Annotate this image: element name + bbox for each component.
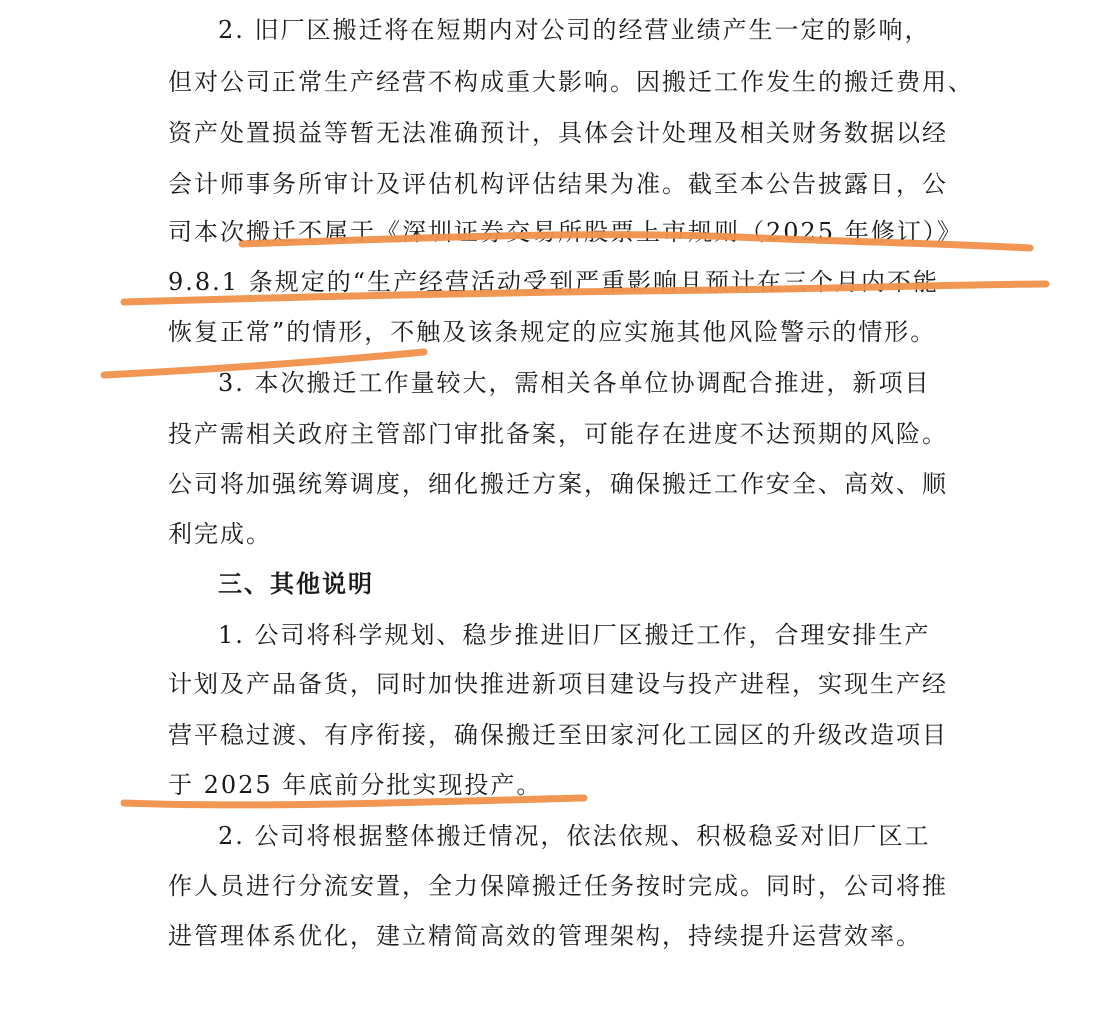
paragraph-2-line-4: 会计师事务所审计及评估机构评估结果为准。截至本公告披露日，公	[168, 170, 948, 198]
paragraph-2-line-2: 但对公司正常生产经营不构成重大影响。因搬迁工作发生的搬迁费用、	[168, 68, 974, 96]
item-1-line-2: 计划及产品备货，同时加快推进新项目建设与投产进程，实现生产经	[168, 670, 948, 698]
paragraph-2-line-3: 资产处置损益等暂无法准确预计，具体会计处理及相关财务数据以经	[168, 119, 948, 147]
paragraph-2-line-5: 司本次搬迁不属于《深圳证券交易所股票上市规则（2025 年修订）》	[168, 218, 963, 246]
item-2-line-3: 进管理体系优化，建立精简高效的管理架构，持续提升运营效率。	[168, 922, 922, 950]
section-heading-other-notes: 三、其他说明	[218, 570, 374, 598]
paragraph-3-line-1: 3. 本次搬迁工作量较大，需相关各单位协调配合推进，新项目	[218, 369, 931, 397]
paragraph-2-line-1: 2. 旧厂区搬迁将在短期内对公司的经营业绩产生一定的影响，	[218, 16, 931, 44]
item-1-line-3: 营平稳过渡、有序衔接，确保搬迁至田家河化工园区的升级改造项目	[168, 721, 948, 749]
paragraph-2-line-7: 恢复正常”的情形，不触及该条规定的应实施其他风险警示的情形。	[168, 318, 937, 346]
paragraph-3-line-3: 公司将加强统筹调度，细化搬迁方案，确保搬迁工作安全、高效、顺	[168, 470, 948, 498]
item-2-line-2: 作人员进行分流安置，全力保障搬迁任务按时完成。同时，公司将推	[168, 872, 948, 900]
item-1-line-4: 于 2025 年底前分批实现投产。	[168, 771, 543, 799]
item-1-line-1: 1. 公司将科学规划、稳步推进旧厂区搬迁工作，合理安排生产	[218, 621, 931, 649]
item-2-line-1: 2. 公司将根据整体搬迁情况，依法依规、积极稳妥对旧厂区工	[218, 822, 931, 850]
paragraph-3-line-4: 利完成。	[168, 520, 272, 548]
paragraph-3-line-2: 投产需相关政府主管部门审批备案，可能存在进度不达预期的风险。	[168, 420, 948, 448]
paragraph-2-line-6: 9.8.1 条规定的“生产经营活动受到严重影响且预计在三个月内不能	[168, 268, 939, 296]
